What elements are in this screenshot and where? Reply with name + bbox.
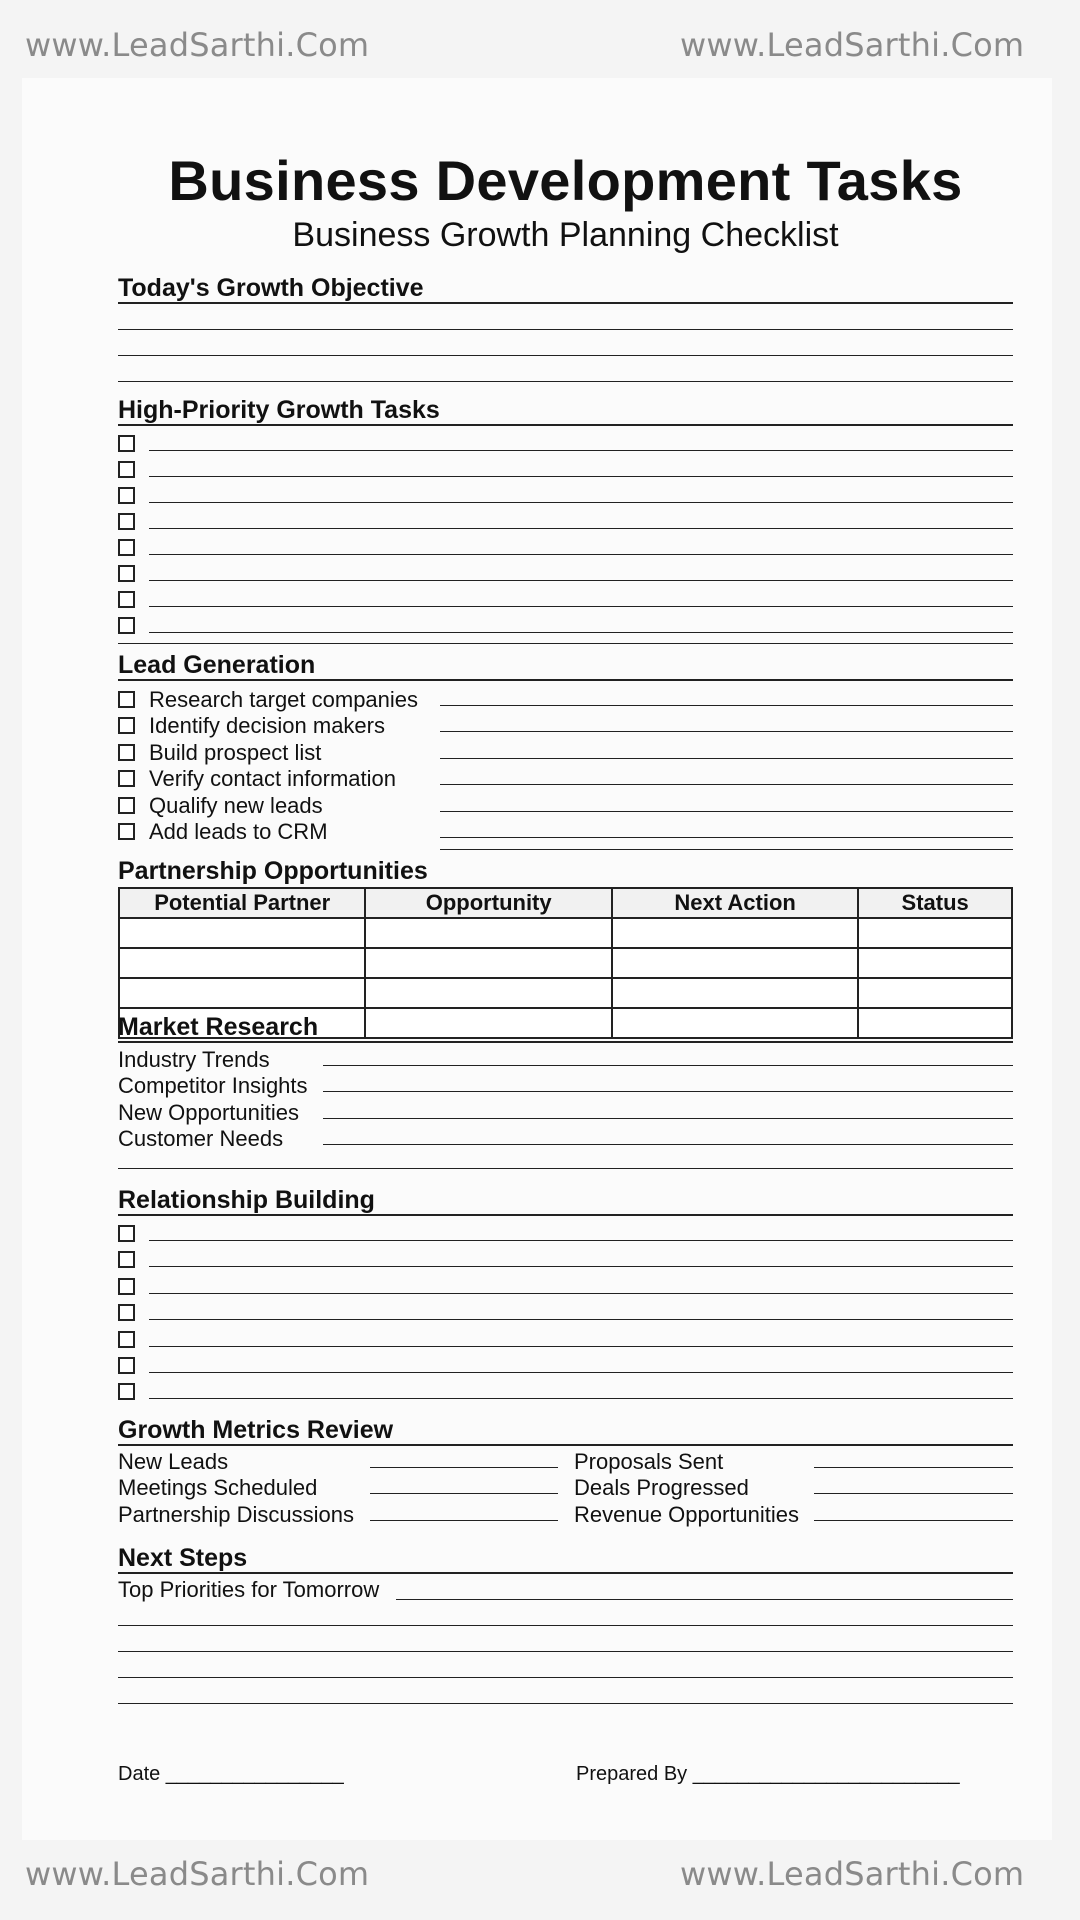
market-item-label: Competitor Insights [118, 1073, 308, 1099]
table-cell[interactable] [858, 978, 1012, 1008]
task-line[interactable] [149, 606, 1013, 607]
checkbox[interactable] [118, 717, 135, 734]
writing-line[interactable] [118, 329, 1013, 330]
table-cell[interactable] [612, 918, 858, 948]
checkbox[interactable] [118, 513, 135, 530]
checkbox[interactable] [118, 1383, 135, 1400]
checkbox[interactable] [118, 565, 135, 582]
table-row [119, 948, 1012, 978]
metric-line[interactable] [370, 1493, 558, 1494]
date-field[interactable]: Date ________________ [118, 1763, 344, 1785]
checkbox[interactable] [118, 797, 135, 814]
checkbox[interactable] [118, 1225, 135, 1242]
table-cell[interactable] [365, 918, 612, 948]
checkbox[interactable] [118, 770, 135, 787]
watermark-top-right: www.LeadSarthi.Com [680, 26, 1025, 64]
checkbox[interactable] [118, 1278, 135, 1295]
table-row [119, 978, 1012, 1008]
task-line[interactable] [149, 476, 1013, 477]
writing-line[interactable] [118, 1625, 1013, 1626]
market-item-line[interactable] [323, 1144, 1013, 1145]
table-header-next-action: Next Action [612, 888, 858, 918]
top-priorities-label: Top Priorities for Tomorrow [118, 1577, 380, 1602]
section-heading-metrics: Growth Metrics Review [118, 1416, 1013, 1446]
checkbox[interactable] [118, 1357, 135, 1374]
lead-item-line[interactable] [440, 705, 1013, 706]
table-cell[interactable] [119, 948, 365, 978]
market-item-line[interactable] [323, 1065, 1013, 1066]
section-heading-partnership: Partnership Opportunities [118, 857, 428, 885]
checkbox[interactable] [118, 591, 135, 608]
lead-item-line[interactable] [440, 731, 1013, 732]
lead-item-label: Verify contact information [149, 766, 397, 792]
metric-line[interactable] [370, 1520, 558, 1521]
writing-line[interactable] [118, 1168, 1013, 1169]
table-header-opportunity: Opportunity [365, 888, 612, 918]
section-heading-priority: High-Priority Growth Tasks [118, 396, 1013, 426]
table-cell[interactable] [365, 978, 612, 1008]
market-item-label: New Opportunities [118, 1099, 299, 1125]
lead-item-line[interactable] [440, 758, 1013, 759]
task-line[interactable] [149, 528, 1013, 529]
metric-label: Meetings Scheduled [118, 1475, 318, 1501]
checkbox[interactable] [118, 1331, 135, 1348]
writing-line[interactable] [118, 1703, 1013, 1704]
table-cell[interactable] [858, 948, 1012, 978]
section-heading-lead-generation: Lead Generation [118, 651, 1013, 681]
market-item-label: Industry Trends [118, 1047, 270, 1072]
table-cell[interactable] [365, 948, 612, 978]
lead-item-line[interactable] [440, 837, 1013, 838]
checkbox[interactable] [118, 691, 135, 708]
checkbox[interactable] [118, 1304, 135, 1321]
page-subtitle: Business Growth Planning Checklist [292, 216, 839, 254]
lead-item-label: Build prospect list [149, 739, 322, 765]
lead-item-line[interactable] [440, 811, 1013, 812]
market-item-label: Customer Needs [118, 1126, 284, 1152]
table-header-status: Status [858, 888, 1012, 918]
task-line[interactable] [149, 1240, 1013, 1241]
table-cell[interactable] [119, 978, 365, 1008]
metric-label: Deals Progressed [574, 1475, 749, 1501]
section-heading-objective: Today's Growth Objective [118, 274, 1013, 304]
writing-line [118, 643, 1013, 644]
task-line[interactable] [149, 1398, 1013, 1399]
metric-label: Proposals Sent [574, 1449, 724, 1474]
metric-line[interactable] [814, 1493, 1013, 1494]
market-item-line[interactable] [323, 1091, 1013, 1092]
metric-line[interactable] [814, 1520, 1013, 1521]
task-line[interactable] [149, 1319, 1013, 1320]
task-line[interactable] [149, 632, 1013, 633]
table-row [119, 918, 1012, 948]
top-priorities-line[interactable] [396, 1599, 1013, 1600]
metric-label: Revenue Opportunities [574, 1501, 800, 1527]
checkbox[interactable] [118, 461, 135, 478]
page-title: Business Development Tasks [168, 149, 963, 212]
checkbox[interactable] [118, 487, 135, 504]
checkbox[interactable] [118, 617, 135, 634]
checkbox[interactable] [118, 539, 135, 556]
task-line[interactable] [149, 1266, 1013, 1267]
lead-item-label: Add leads to CRM [149, 819, 328, 844]
table-cell[interactable] [858, 918, 1012, 948]
writing-line[interactable] [118, 1651, 1013, 1652]
metric-line[interactable] [370, 1467, 558, 1468]
task-line[interactable] [149, 1372, 1013, 1373]
lead-item-label: Qualify new leads [149, 792, 323, 818]
metric-line[interactable] [814, 1467, 1013, 1468]
watermark-top-left: www.LeadSarthi.Com [25, 26, 370, 64]
metric-label: New Leads [118, 1449, 229, 1474]
table-cell[interactable] [612, 948, 858, 978]
metric-label: Partnership Discussions [118, 1501, 354, 1527]
task-line[interactable] [149, 554, 1013, 555]
task-line[interactable] [149, 502, 1013, 503]
writing-line[interactable] [118, 355, 1013, 356]
checklist-sheet [22, 78, 1052, 1840]
checkbox[interactable] [118, 1251, 135, 1268]
table-cell[interactable] [119, 918, 365, 948]
writing-line[interactable] [118, 1677, 1013, 1678]
checkbox[interactable] [118, 744, 135, 761]
prepared-by-field[interactable]: Prepared By ________________________ [576, 1763, 960, 1785]
task-line[interactable] [149, 1293, 1013, 1294]
lead-item-line[interactable] [440, 784, 1013, 785]
table-cell[interactable] [612, 978, 858, 1008]
task-line[interactable] [149, 1346, 1013, 1347]
table-header-partner: Potential Partner [119, 888, 365, 918]
checkbox[interactable] [118, 823, 135, 840]
watermark-bottom-right: www.LeadSarthi.Com [680, 1855, 1025, 1893]
checkbox[interactable] [118, 435, 135, 452]
section-heading-next-steps: Next Steps [118, 1544, 1013, 1574]
section-heading-market-research: Market Research [118, 1013, 1013, 1043]
watermark-bottom-left: www.LeadSarthi.Com [25, 1855, 370, 1893]
lead-item-label: Identify decision makers [149, 713, 385, 739]
lead-item-label: Research target companies [149, 687, 419, 712]
task-line[interactable] [149, 580, 1013, 581]
section-heading-relationship: Relationship Building [118, 1186, 1013, 1216]
writing-line [440, 849, 1013, 850]
market-item-line[interactable] [323, 1118, 1013, 1119]
writing-line[interactable] [118, 381, 1013, 382]
task-line[interactable] [149, 450, 1013, 451]
